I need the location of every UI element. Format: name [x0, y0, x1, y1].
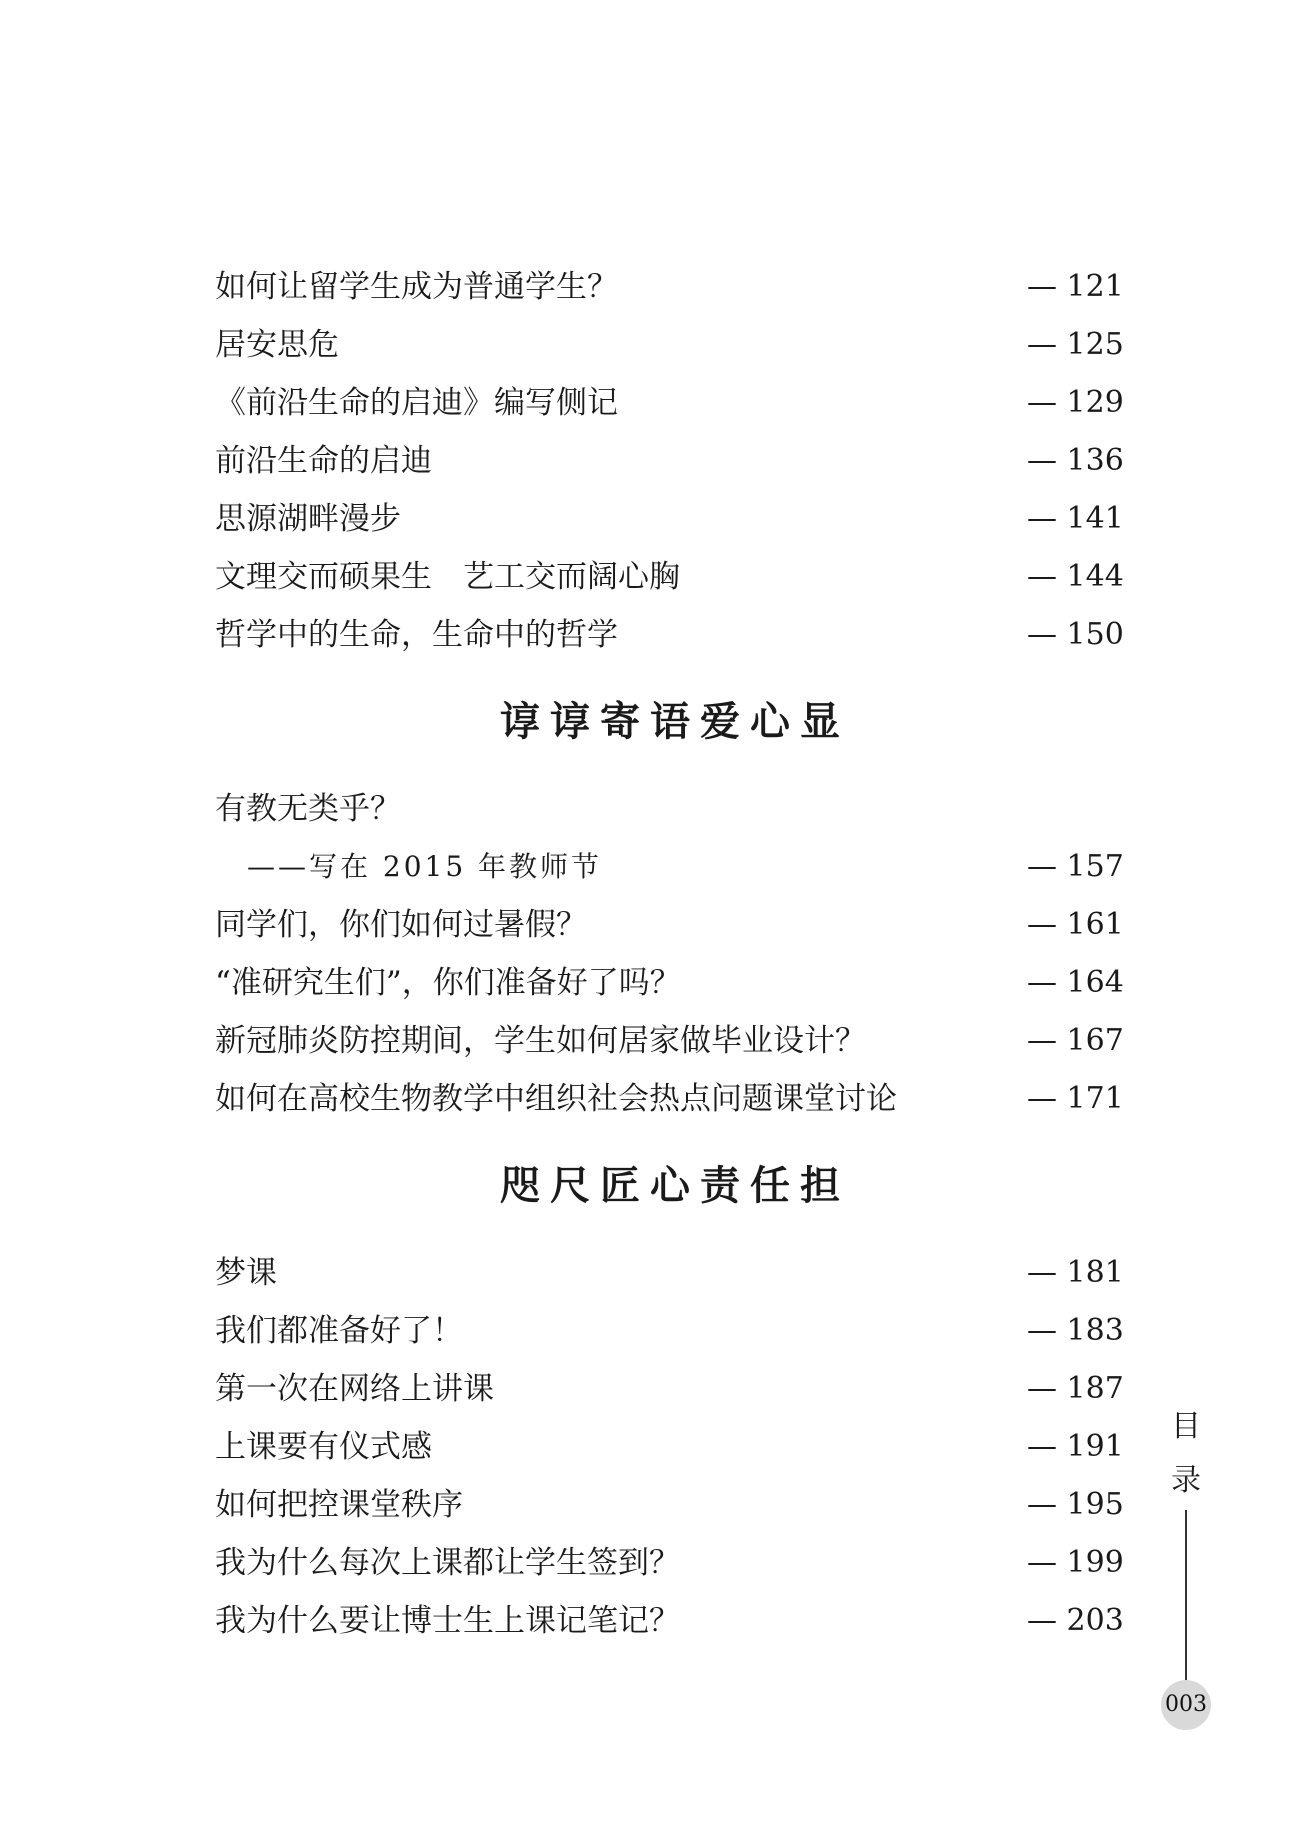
- toc-entry-page: — 183: [1027, 1313, 1124, 1348]
- toc-entry: [215, 1592, 1124, 1650]
- toc-entry: [215, 1534, 1124, 1592]
- toc-entry-page: — 199: [1027, 1545, 1124, 1580]
- toc-entry: [215, 374, 1124, 432]
- toc-entry-title: 如何在高校生物教学中组织社会热点问题课堂讨论: [215, 1081, 897, 1117]
- toc-entry: [215, 1244, 1124, 1302]
- toc-entry-title: 第一次在网络上讲课: [215, 1371, 494, 1407]
- toc-entry-page: — 141: [1027, 501, 1124, 536]
- toc-entry-title: 同学们，你们如何过暑假？: [215, 907, 587, 943]
- section-heading: 咫尺匠心责任担: [500, 1162, 850, 1209]
- toc-entry-title: 上课要有仪式感: [215, 1429, 432, 1465]
- toc-entry-page: — 121: [1027, 269, 1124, 304]
- toc-entry-page: — 144: [1027, 559, 1124, 594]
- side-label-char: 目: [1171, 1409, 1201, 1444]
- toc-entry: [215, 1070, 1124, 1128]
- toc-entry: [215, 1360, 1124, 1418]
- toc-entry: [215, 316, 1124, 374]
- toc-entry-title: 思源湖畔漫步: [215, 501, 401, 537]
- toc-entry: [215, 1302, 1124, 1360]
- toc-entry-page: — 150: [1027, 617, 1124, 652]
- toc-entry-title: 《前沿生命的启迪》编写侧记: [215, 385, 618, 421]
- toc-entry-title: 新冠肺炎防控期间，学生如何居家做毕业设计？: [215, 1023, 866, 1059]
- toc-entry: [215, 896, 1124, 954]
- toc-entry-page: — 136: [1027, 443, 1124, 478]
- toc-entry-page: — 195: [1027, 1487, 1124, 1522]
- toc-entry-page: — 164: [1027, 965, 1124, 1000]
- toc-entry: [215, 780, 1115, 838]
- toc-entry: [215, 1476, 1124, 1534]
- toc-entry: [215, 954, 1124, 1012]
- toc-entry-page: — 171: [1027, 1081, 1124, 1116]
- toc-entry-title: ——写在 2015 年教师节: [247, 850, 603, 883]
- toc-entry-title: 文理交而硕果生 艺工交而阔心胸: [215, 559, 680, 595]
- toc-entry-page: — 181: [1027, 1255, 1124, 1290]
- toc-entry: [215, 490, 1124, 548]
- toc-entry-page: — 187: [1027, 1371, 1124, 1406]
- toc-entry-title: 居安思危: [215, 327, 339, 363]
- toc-entry-page: — 161: [1027, 907, 1124, 942]
- toc-entry-title: 梦课: [215, 1255, 277, 1291]
- toc-entry-title: 哲学中的生命，生命中的哲学: [215, 617, 618, 653]
- toc-entry-page: — 157: [1027, 849, 1124, 884]
- toc-entry-page: — 203: [1027, 1603, 1124, 1638]
- toc-entry-page: — 125: [1027, 327, 1124, 362]
- toc-entry: [215, 1418, 1124, 1476]
- toc-entry-title: 如何把控课堂秩序: [215, 1487, 463, 1523]
- toc-entry: [215, 1012, 1124, 1070]
- page-number-badge: 003: [1161, 1680, 1211, 1730]
- section-heading: 谆谆寄语爱心显: [500, 698, 850, 745]
- toc-entry-title: 有教无类乎？: [215, 791, 401, 827]
- toc-entry: [215, 432, 1124, 490]
- toc-entry-page: — 129: [1027, 385, 1124, 420]
- side-label-char: 录: [1171, 1463, 1201, 1498]
- side-divider-line: [1185, 1510, 1187, 1682]
- toc-entry-title: 前沿生命的启迪: [215, 443, 432, 479]
- toc-entry: [215, 606, 1124, 664]
- table-of-contents: [215, 258, 1124, 1650]
- toc-entry-title: 如何让留学生成为普通学生？: [215, 269, 618, 305]
- toc-entry-page: — 191: [1027, 1429, 1124, 1464]
- toc-entry-title: 我们都准备好了！: [215, 1313, 463, 1349]
- toc-entry-title: 我为什么每次上课都让学生签到？: [215, 1545, 680, 1581]
- toc-entry-title: 我为什么要让博士生上课记笔记？: [215, 1603, 680, 1639]
- toc-entry: [215, 548, 1124, 606]
- toc-entry-subtitle: [215, 838, 1124, 896]
- toc-entry-page: — 167: [1027, 1023, 1124, 1058]
- toc-entry-title: “准研究生们”，你们准备好了吗？: [215, 965, 681, 1001]
- toc-entry: [215, 258, 1124, 316]
